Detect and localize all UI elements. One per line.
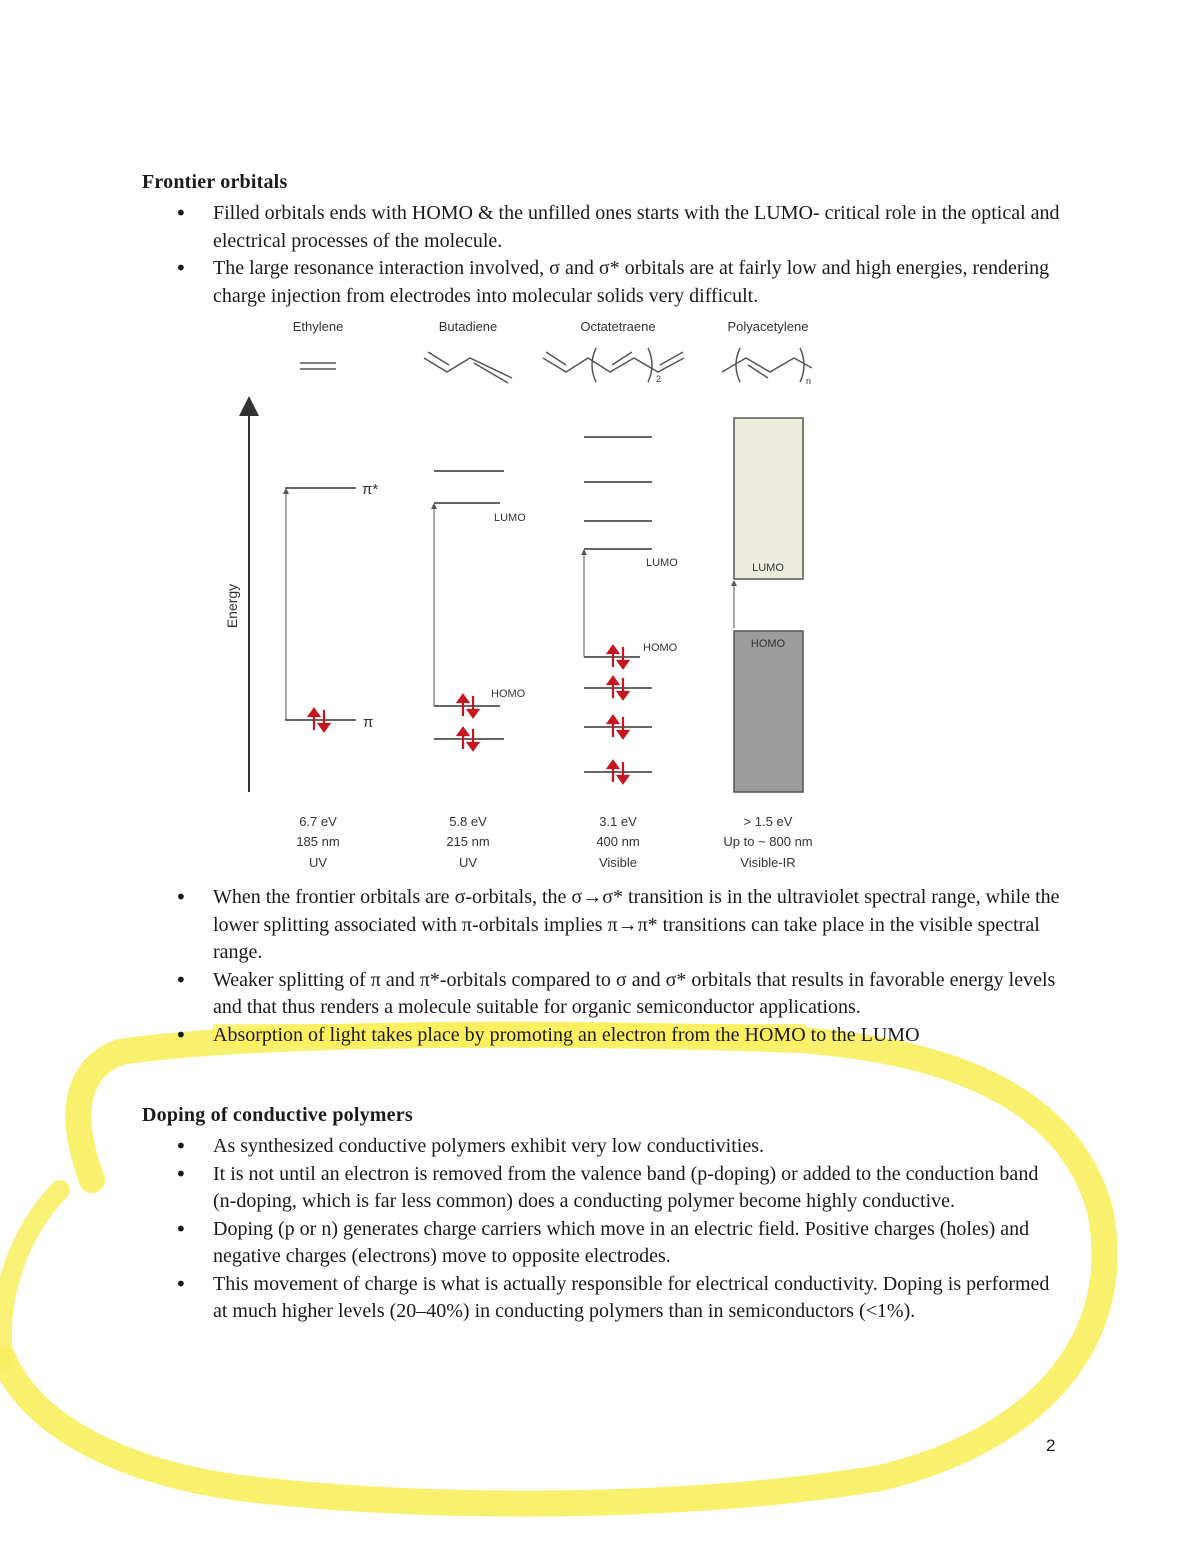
gap-region: Visible <box>598 855 638 870</box>
octatetraene-subscript: 2 <box>656 374 662 384</box>
butadiene-structure <box>424 352 512 383</box>
list-item: • Doping (p or n) generates charge carriers which move in an electric field. Positive charges (holes) and negative charges (electrons) move to opposite electrodes. <box>0 1216 1200 1271</box>
lumo-label: LUMO <box>646 557 678 569</box>
valence-band <box>734 631 803 792</box>
ethylene-structure <box>300 363 336 369</box>
list-item: • As synthesized conductive polymers exhibit very low conductivities. <box>0 1133 1200 1161</box>
octatetraene-levels <box>584 437 678 783</box>
ethylene-levels <box>285 481 378 731</box>
lumo-label: LUMO <box>494 512 526 524</box>
list-item: • Filled orbitals ends with HOMO & the unfilled ones starts with the LUMO- critical role in the optical and electrical processes of the molecule. <box>0 200 1200 255</box>
gap-region: Visible-IR <box>740 855 796 870</box>
gap-labels <box>296 814 812 870</box>
doping-bullet-list <box>0 1133 1200 1326</box>
heading-doping: Doping of conductive polymers <box>142 1104 413 1126</box>
list-item: • It is not until an electron is removed from the valence band (p-doping) or added to the conduction band (n-doping, which is far less common) does a conducting polymer become highly conductive. <box>0 1161 1200 1216</box>
gap-nm: 215 nm <box>446 834 490 849</box>
column-title-ethylene: Ethylene <box>292 319 344 334</box>
polyacetylene-structure <box>722 348 812 386</box>
gap-region: UV <box>458 855 478 870</box>
list-item: • When the frontier orbitals are σ-orbitals, the σ→σ* transition is in the ultraviolet spectral range, while the lower splitting associated with π-orbitals implies π→π* transitions can take place in the visible spectral range. <box>0 884 1200 967</box>
polyacetylene-subscript: n <box>806 376 812 386</box>
absorption-text-tail: to the LUMO <box>805 1023 920 1046</box>
page-number: 2 <box>1046 1436 1056 1455</box>
gap-nm: Up to ~ 800 nm <box>723 834 813 849</box>
energy-axis-label: Energy <box>224 583 240 629</box>
lumo-label: LUMO <box>752 562 784 574</box>
gap-nm: 185 nm <box>296 834 340 849</box>
highlighted-text: Absorption of light takes place by promoting an electron from the HOMO <box>213 1023 806 1046</box>
pi-star-label: π* <box>362 481 379 498</box>
gap-ev: 6.7 eV <box>299 814 337 829</box>
homo-label: HOMO <box>643 642 678 654</box>
gap-ev: > 1.5 eV <box>743 814 793 829</box>
frontier-bullet-list <box>0 200 1200 310</box>
column-title-polyacetylene: Polyacetylene <box>727 319 809 334</box>
gap-nm: 400 nm <box>596 834 640 849</box>
homo-label: HOMO <box>491 688 526 700</box>
heading-frontier-orbitals: Frontier orbitals <box>142 171 288 193</box>
energy-level-diagram <box>200 312 860 882</box>
list-item: • Weaker splitting of π and π*-orbitals compared to σ and σ* orbitals that results in favorable energy levels and that thus renders a molecule suitable for organic semiconductor applications. <box>0 967 1200 1022</box>
gap-ev: 5.8 eV <box>449 814 487 829</box>
homo-label: HOMO <box>750 638 786 650</box>
gap-ev: 3.1 eV <box>599 814 637 829</box>
polyacetylene-bands <box>734 418 803 792</box>
conduction-band <box>734 418 803 579</box>
pi-label: π <box>363 714 374 731</box>
transition-bullet-list <box>0 884 1200 1049</box>
list-item: • The large resonance interaction involved, σ and σ* orbitals are at fairly low and high energies, rendering charge injection from electrodes into molecular solids very difficult. <box>0 255 1200 310</box>
octatetraene-structure <box>543 348 684 384</box>
column-title-octatetraene: Octatetraene <box>580 319 656 334</box>
column-title-butadiene: Butadiene <box>438 319 498 334</box>
list-item: • This movement of charge is what is actually responsible for electrical conductivity. Doping is performed at much higher levels (20–40%) in conducting polymers than in semiconductors (<1%). <box>0 1271 1200 1326</box>
gap-region: UV <box>308 855 328 870</box>
list-item-absorption <box>0 1022 1200 1050</box>
butadiene-levels <box>434 471 526 750</box>
